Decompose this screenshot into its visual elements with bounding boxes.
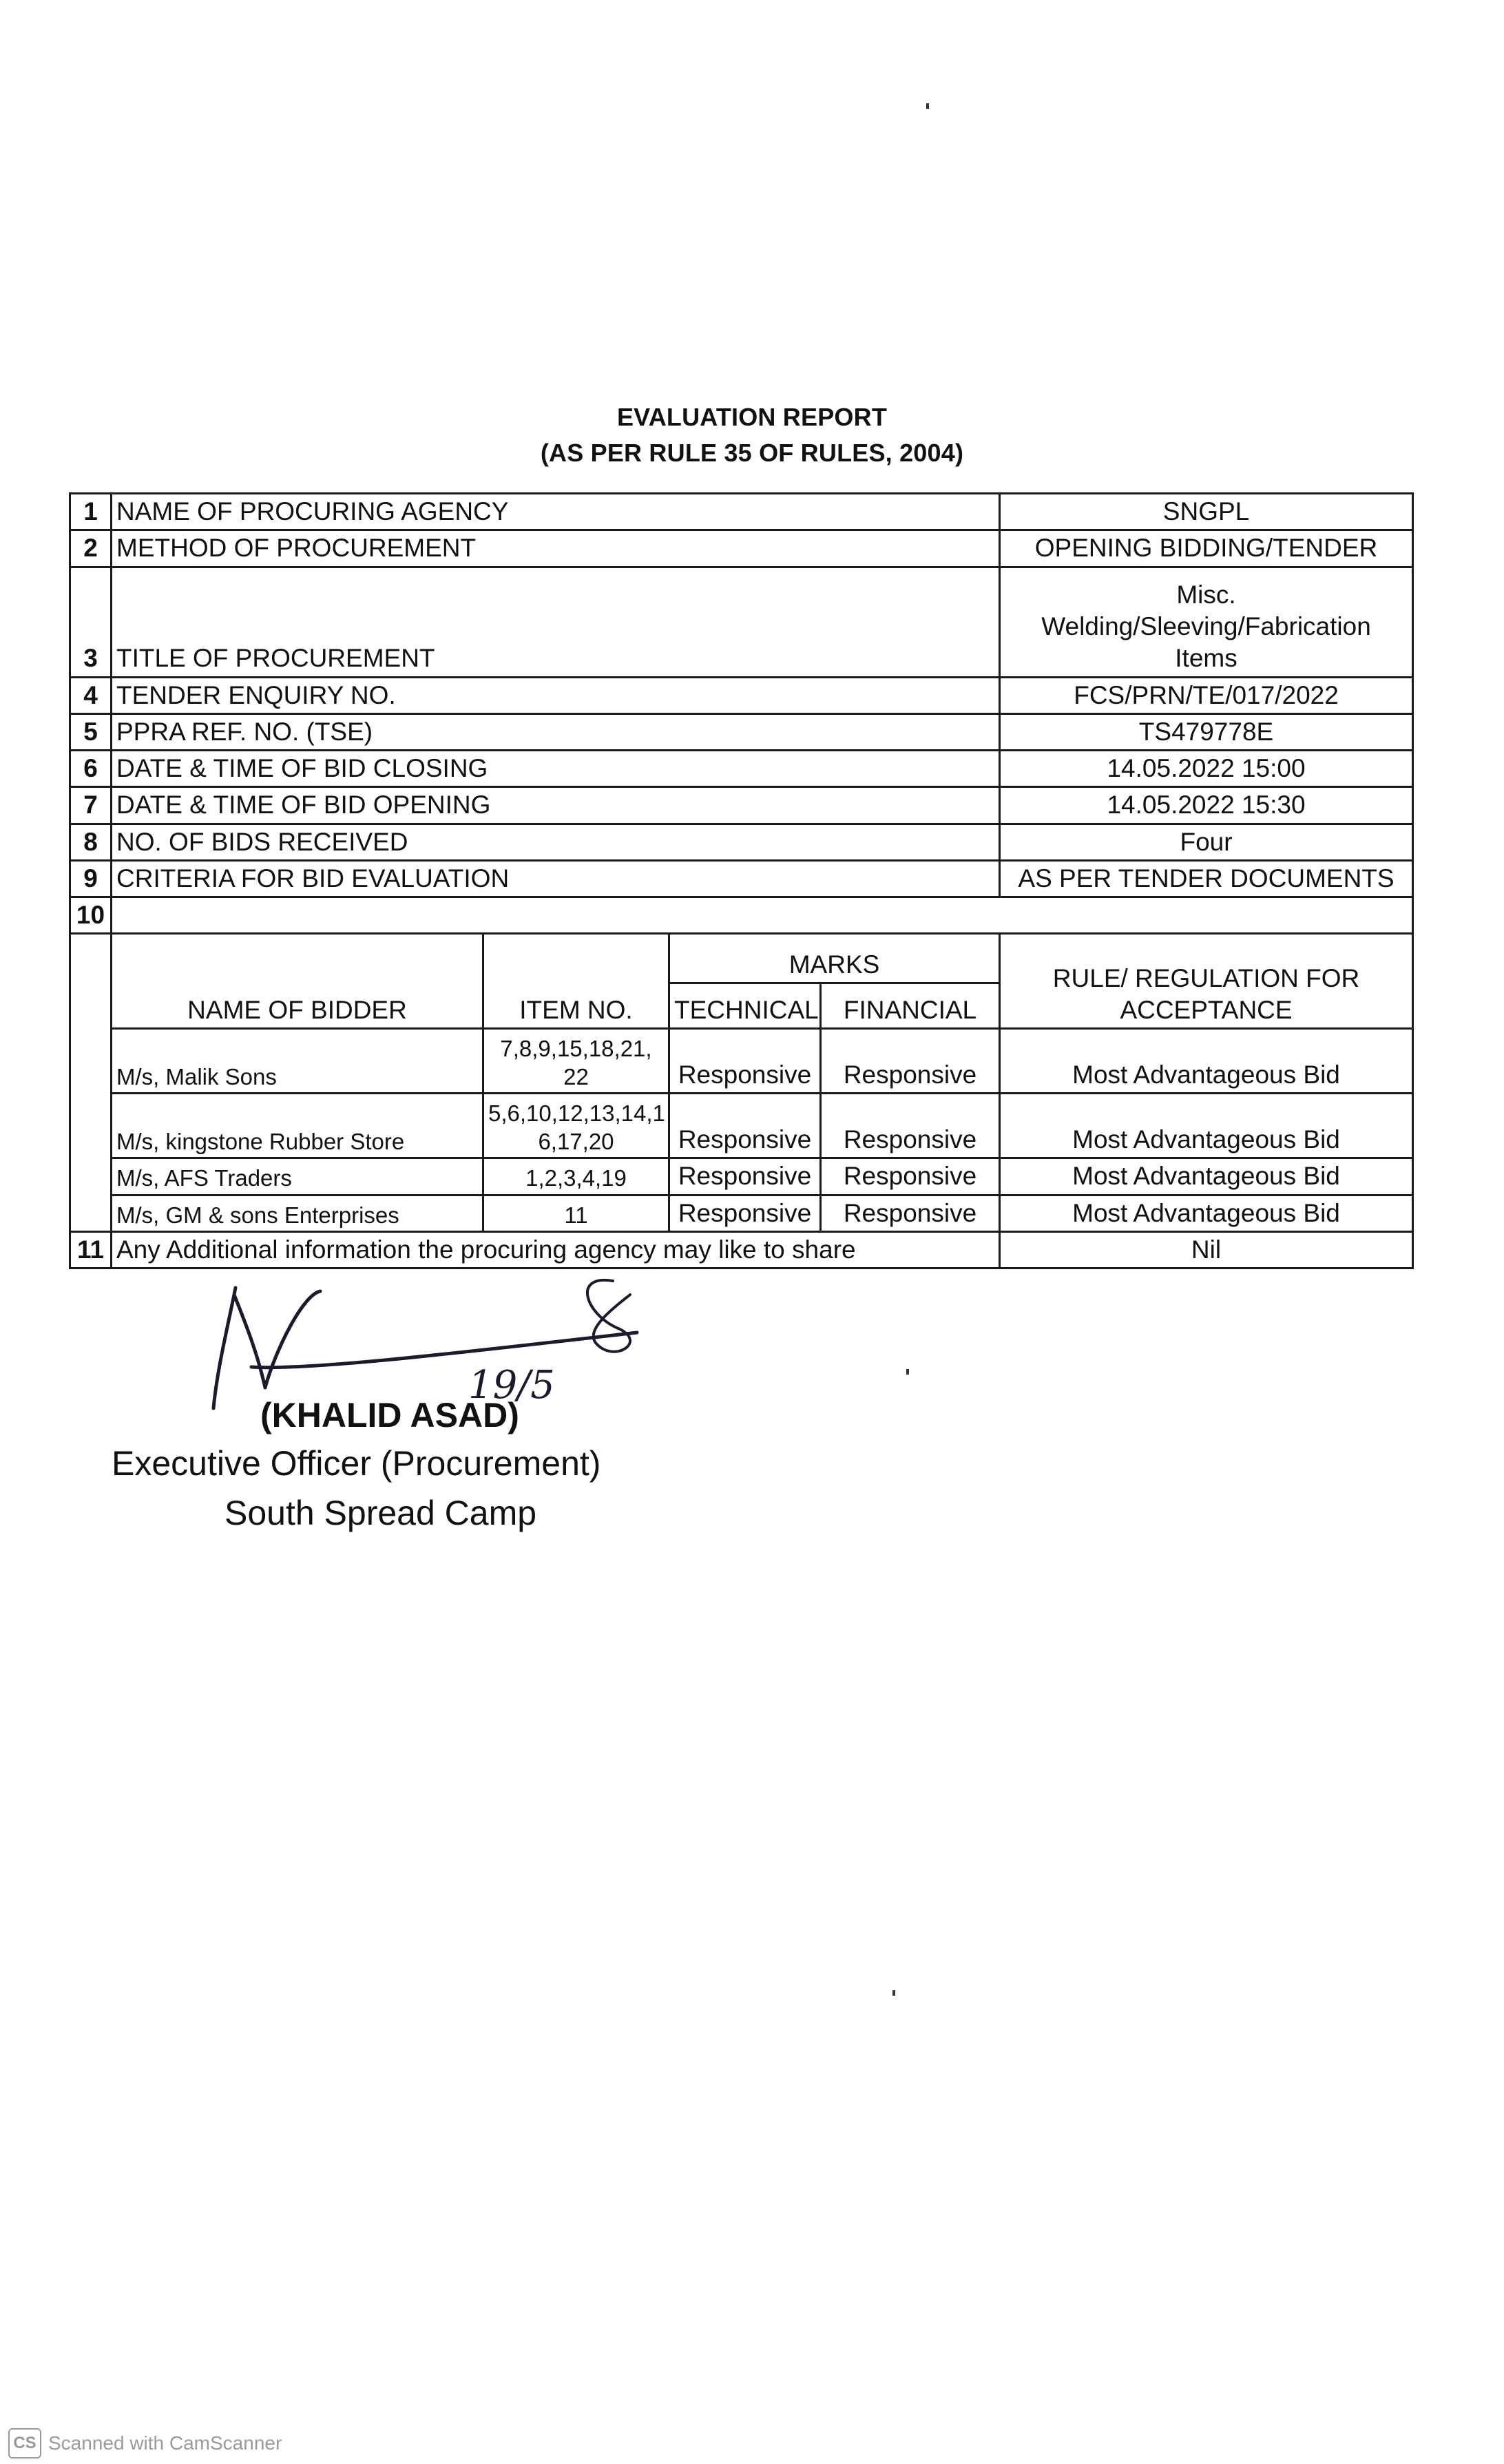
row-label: TITLE OF PROCUREMENT: [112, 567, 1000, 677]
value-line: Items: [1175, 644, 1237, 673]
table-row: [70, 530, 1413, 567]
items-line: 6,17,20: [538, 1129, 614, 1154]
table-row: [70, 494, 1413, 530]
financial-header: FINANCIAL: [821, 983, 1000, 1029]
row-value: TS479778E: [1000, 713, 1413, 750]
row-label: NO. OF BIDS RECEIVED: [112, 824, 1000, 860]
report-title: EVALUATION REPORT: [616, 403, 888, 431]
row-label: DATE & TIME OF BID CLOSING: [112, 751, 1000, 787]
rule-header-line: RULE/ REGULATION FOR: [1052, 963, 1360, 992]
table-row: [70, 1231, 1413, 1268]
financial-mark: Responsive: [821, 1029, 1000, 1094]
row-number: 8: [70, 824, 112, 860]
value-line: Welding/Sleeving/Fabrication: [1041, 612, 1371, 640]
table-row: [70, 751, 1413, 787]
bidder-row: [70, 1029, 1413, 1094]
table-row: [70, 787, 1413, 824]
bidder-name: M/s, kingstone Rubber Store: [112, 1094, 483, 1158]
table-row: [70, 567, 1413, 677]
row-value: FCS/PRN/TE/017/2022: [1000, 677, 1413, 713]
bidder-items: [483, 1029, 669, 1094]
scan-speck: [892, 1990, 895, 1996]
row-value: Nil: [1000, 1231, 1413, 1268]
item-no-header: ITEM NO.: [483, 934, 669, 1029]
technical-header: TECHNICAL: [669, 983, 821, 1029]
row-label: CRITERIA FOR BID EVALUATION: [112, 860, 1000, 897]
table-row: [70, 677, 1413, 713]
marks-header: MARKS: [669, 934, 1000, 983]
table-row: [70, 824, 1413, 860]
scanner-watermark: [8, 2428, 282, 2458]
items-line: 5,6,10,12,13,14,1: [488, 1100, 665, 1126]
handwritten-date: 19/5: [468, 1363, 555, 1408]
acceptance-rule: Most Advantageous Bid: [1000, 1029, 1413, 1094]
row-value: AS PER TENDER DOCUMENTS: [1000, 860, 1413, 897]
items-line: 7,8,9,15,18,21,: [500, 1035, 652, 1061]
row-number: 5: [70, 713, 112, 750]
evaluation-table: [69, 492, 1414, 1269]
technical-mark: Responsive: [669, 1195, 821, 1231]
scan-speck: [926, 103, 929, 109]
rule-header-line: ACCEPTANCE: [1120, 996, 1293, 1024]
bidder-items: [483, 1094, 669, 1158]
bidder-name: M/s, Malik Sons: [112, 1029, 483, 1094]
table-row: [70, 713, 1413, 750]
report-subtitle: (AS PER RULE 35 OF RULES, 2004): [540, 439, 964, 467]
acceptance-rule: Most Advantageous Bid: [1000, 1158, 1413, 1195]
row-label: Any Additional information the procuring agency may like to share: [112, 1231, 1000, 1268]
row-number-blank: [70, 934, 112, 1232]
row-value: Four: [1000, 824, 1413, 860]
bidder-items: 1,2,3,4,19: [483, 1158, 669, 1195]
row-label: TENDER ENQUIRY NO.: [112, 677, 1000, 713]
value-line: Misc.: [1176, 580, 1236, 609]
items-line: 22: [563, 1064, 589, 1089]
row-label: PPRA REF. NO. (TSE): [112, 713, 1000, 750]
row-value: SNGPL: [1000, 494, 1413, 530]
bidder-items: 11: [483, 1195, 669, 1231]
row-number: 11: [70, 1231, 112, 1268]
signatory-office: South Spread Camp: [224, 1494, 537, 1532]
row-number: 9: [70, 860, 112, 897]
row-number: 10: [70, 897, 112, 934]
financial-mark: Responsive: [821, 1195, 1000, 1231]
bidder-name: M/s, AFS Traders: [112, 1158, 483, 1195]
financial-mark: Responsive: [821, 1094, 1000, 1158]
row-number: 3: [70, 567, 112, 677]
signatory-name: (KHALID ASAD): [260, 1396, 519, 1434]
bidder-name: M/s, GM & sons Enterprises: [112, 1195, 483, 1231]
row-value: 14.05.2022 15:30: [1000, 787, 1413, 824]
row-blank: [112, 897, 1413, 934]
table-row: [70, 860, 1413, 897]
bids-header-row: [70, 934, 1413, 983]
rule-header: [1000, 934, 1413, 1029]
signatory-designation: Executive Officer (Procurement): [112, 1444, 601, 1483]
acceptance-rule: Most Advantageous Bid: [1000, 1195, 1413, 1231]
row-value: OPENING BIDDING/TENDER: [1000, 530, 1413, 567]
row-label: DATE & TIME OF BID OPENING: [112, 787, 1000, 824]
row-value: 14.05.2022 15:00: [1000, 751, 1413, 787]
table-row: [70, 897, 1413, 934]
financial-mark: Responsive: [821, 1158, 1000, 1195]
row-number: 6: [70, 751, 112, 787]
acceptance-rule: Most Advantageous Bid: [1000, 1094, 1413, 1158]
bidder-row: [70, 1195, 1413, 1231]
scan-speck: [906, 1369, 909, 1375]
row-number: 1: [70, 494, 112, 530]
technical-mark: Responsive: [669, 1158, 821, 1195]
technical-mark: Responsive: [669, 1029, 821, 1094]
bidder-row: [70, 1094, 1413, 1158]
row-label: METHOD OF PROCUREMENT: [112, 530, 1000, 567]
scanner-text: Scanned with CamScanner: [48, 2432, 282, 2454]
row-number: 2: [70, 530, 112, 567]
row-label: NAME OF PROCURING AGENCY: [112, 494, 1000, 530]
row-value: [1000, 567, 1413, 677]
bidder-row: [70, 1158, 1413, 1195]
row-number: 4: [70, 677, 112, 713]
camscanner-icon: CS: [8, 2428, 41, 2458]
bidder-header: NAME OF BIDDER: [112, 934, 483, 1029]
row-number: 7: [70, 787, 112, 824]
technical-mark: Responsive: [669, 1094, 821, 1158]
